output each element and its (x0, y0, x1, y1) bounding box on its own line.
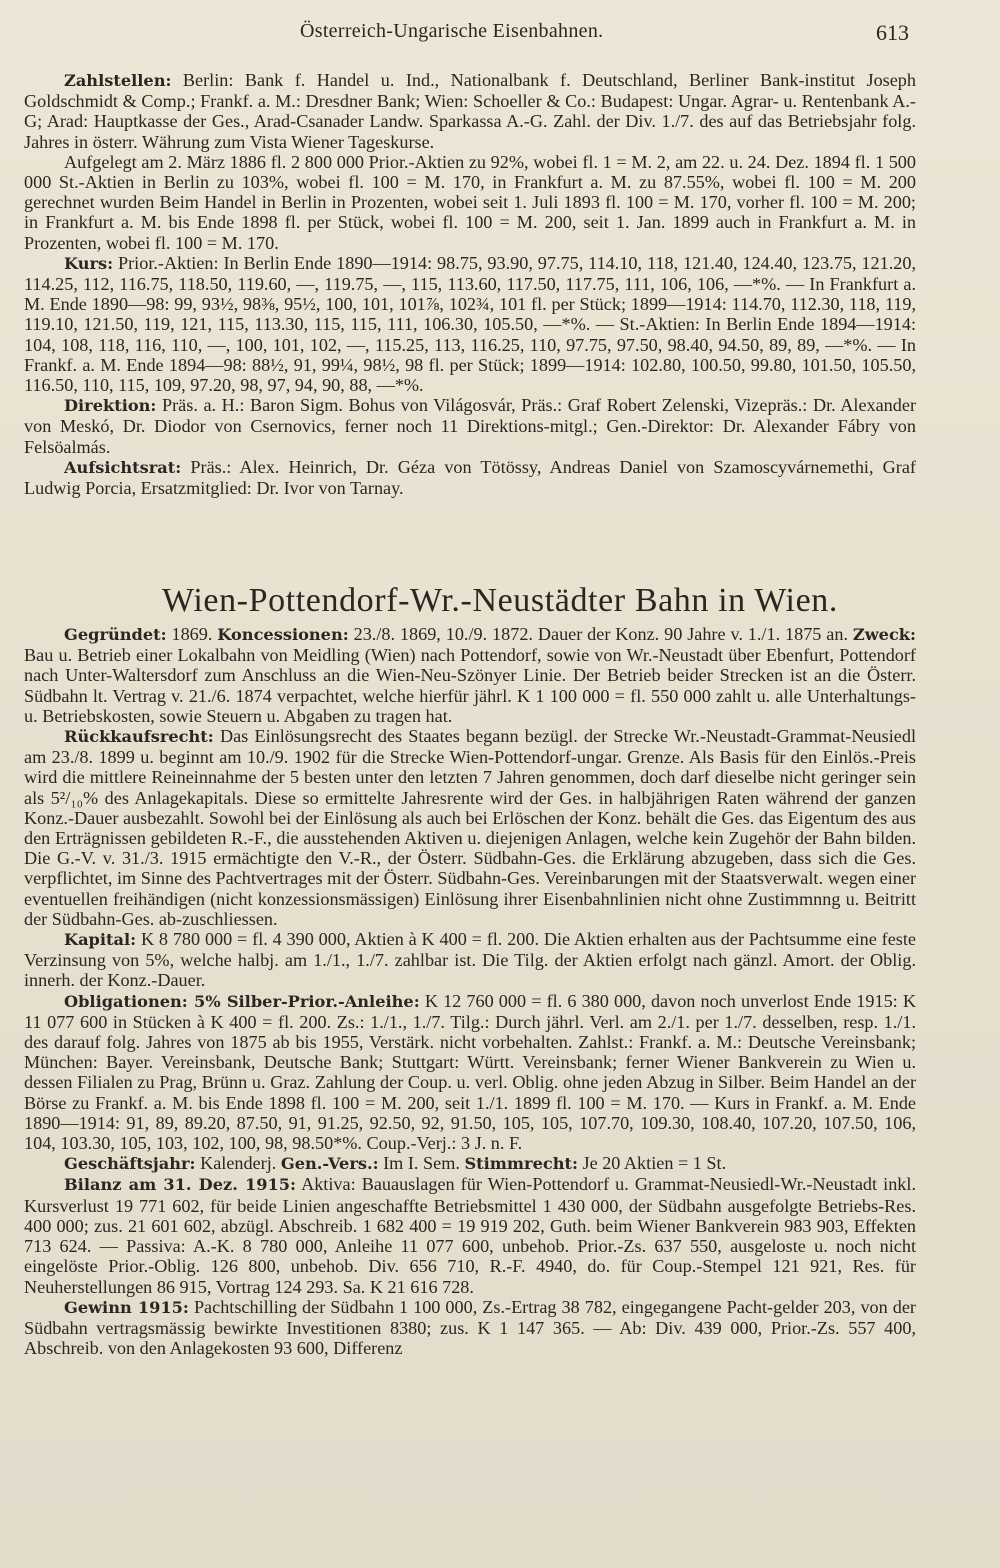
label-aufsichtsrat: Aufsichtsrat: (64, 457, 182, 477)
entry-body (24, 624, 916, 1358)
text-bilanz: Aktiva: Bauauslagen für Wien-Pottendorf u. Grammat-Neusiedl-Wr.-Neustadt inkl. Kursverlust 19 771 602, für beide Linien angeschaffte Betriebsmittel 1 430 000, der Südbahn ausgefolgte Betriebs-Res. 400 000; zus. 21 601 602, abzügl. Abschreib. 1 682 400 = 19 919 202, Guth. beim Wiener Bankverein 983 903, Effekten 713 624. — Passiva: A.-K. 8 780 000, Anleihe 11 077 600, unbehob. Prior.-Zs. 637 550, ausgeloste u. noch nicht eingelöste Prior.-Oblig. 126 800, unbehob. Div. 656 710, R.-F. 4940, do. für Coup.-Stempel 121 921, Res. für Neuherstellungen 86 915, Vortrag 124 293. Sa. K 21 616 728. (24, 1174, 916, 1297)
label-stimmrecht: Stimmrecht: (464, 1154, 578, 1174)
paragraph-direktion (24, 395, 916, 457)
label-gen-vers: Gen.-Vers.: (280, 1154, 379, 1174)
paragraph-gegruendet (24, 624, 916, 726)
text-aufsichtsrat: Präs.: Alex. Heinrich, Dr. Géza von Tötössy, Andreas Daniel von Szamoscyvárnemethi, Graf Ludwig Porcia, Ersatzmitglied: Dr. Ivor von Tarnay. (24, 456, 916, 499)
text-kurs: Prior.-Aktien: In Berlin Ende 1890—1914: 98.75, 93.90, 97.75, 114.10, 118, 121.40, 124.40, 123.75, 121.20, 114.25, 112, 116.75, 118.50, 119.60, —, 119.75, —, 115, 113.60, 117.50, 117.75, 111, 106, 106, —*%. — In Frankfurt a. M. Ende 1890—98: 99, 93½, 98⅜, 95½, 100, 101, 101⅞, 102¾, 101 fl. per Stück; 1899—1914: 114.70, 112.30, 118, 119, 119.10, 121.50, 119, 121, 115, 113.30, 115, 115, 111, 106.30, 105.50, —*%. — St.-Aktien: In Berlin Ende 1894—1914: 104, 108, 118, 116, 110, —, 100, 101, 102, —, 115.25, 113, 116.25, 110, 97.75, 97.50, 98.40, 94.50, 89, 89, —*%. — In Frankf. a. M. Ende 1894—98: 88½, 91, 99¼, 98½, 98 fl. per Stück; 1899—1914: 102.80, 100.50, 99.80, 101.50, 105.50, 116.50, 110, 115, 109, 97.20, 98, 97, 94, 90, 88, —*%. (24, 252, 916, 396)
paragraph-geschaeftsjahr (24, 1153, 916, 1174)
text-rueckkaufsrecht: Das Einlösungsrecht des Staates begann bezügl. der Strecke Wr.-Neustadt-Grammat-Neusiedl am 23./8. 1899 u. beginnt am 10./9. 1902 für die Strecke Wien-Pottendorf-ungar. Grenze. Als Basis für den Einlös.-Preis wird die mittlere Reineinnahme der 5 besten unter den letzten 7 Jahren genommen, doch darf dieselbe nicht geringer sein als 5²/₁₀% des Anlagekapitals. Diese so ermittelte Jahresrente wird der Ges. in halbjährigen Raten während der ganzen Konz.-Dauer ausbezahlt. Sowohl bei der Einlösung als auch bei Erlöschen der Konz. behält die Ges. das Eigentum des aus den Erträgnissen gebildeten R.-F., die ausstehenden Aktiven u. diejenigen Anlagen, welche kein Zugehör der Bahn bilden. Die G.-V. v. 31./3. 1915 ermächtigte den V.-R., der Österr. Südbahn-Ges. die Erklärung abzugeben, dass sich die Ges. verpflichtet, im Sinne des Pachtvertrages mit der Österr. Südbahn-Ges. Vereinbarungen mit der Staatsverwalt. wegen einer eventuellen freihändigen (nicht konzessionsmässigen) Einlösung ihrer Eisenbahnlinien nicht ohne Zustimmnng u. Beitritt der Südbahn-Ges. ab-zuschliessen. (24, 726, 916, 929)
running-head-title: Österreich-Ungarische Eisenbahnen. (300, 20, 604, 42)
paragraph-rueckkaufsrecht (24, 726, 916, 929)
label-obligationen: Obligationen: 5% Silber-Prior.-Anleihe: (64, 991, 420, 1011)
text-gen-vers: Im I. Sem. (378, 1153, 465, 1174)
text-koncessionen: 23./8. 1869, 10./9. 1872. Dauer der Konz. 90 Jahre v. 1./1. 1875 an. (348, 624, 853, 644)
paragraph-obligationen (24, 991, 916, 1154)
label-rueckkaufsrecht: Rückkaufsrecht: (64, 727, 214, 747)
paragraph-gewinn (24, 1297, 916, 1359)
running-head (0, 20, 1000, 48)
text-zweck: Bau u. Betrieb einer Lokalbahn von Meidling (Wien) nach Pottendorf, sowie von Wr.-Neustadt über Ebenfurt, Pottendorf nach Unter-Waltersdorf zum Anschluss an die Wien-Neu-Szönyer Linie. Der Betrieb beider Strecken ist an die Österr. Südbahn lt. Vertrag v. 21./6. 1874 verpachtet, welche hierfür jährl. K 1 100 000 = fl. 550 000 zahlt u. alle Unterhaltungs- u. Betriebskosten, sowie Steuern u. Abgaben zu tragen hat. (24, 645, 916, 726)
paragraph-bilanz (24, 1174, 916, 1296)
paragraph-kapital (24, 929, 916, 991)
text-aufgelegt: Aufgelegt am 2. März 1886 fl. 2 800 000 Prior.-Aktien zu 92%, wobei fl. 1 = M. 2, am 22. u. 24. Dez. 1894 fl. 1 500 000 St.-Aktien in Berlin zu 103%, wobei fl. 100 = M. 170, in Frankfurt a. M. zu 87.55%, wobei fl. 100 = M. 200 gerechnet wurden Beim Handel in Berlin in Prozenten, wobei seit 1. Juli 1893 fl. 100 = M. 170, vorher fl. 100 = M. 200; in Frankfurt a. M. bis Ende 1898 fl. per Stück, wobei fl. 100 = M. 200, seit 1. Jan. 1899 auch in Frankfurt a. M. in Prozenten, wobei fl. 100 = M. 170. (24, 151, 916, 253)
section-title: Wien-Pottendorf-Wr.-Neustädter Bahn in Wien. (162, 582, 838, 619)
label-direktion: Direktion: (64, 396, 157, 416)
text-kapital: K 8 780 000 = fl. 4 390 000, Aktien à K 400 = fl. 200. Die Aktien erhalten aus der Pachtsumme eine feste Verzinsung von 5%, welche halbj. am 1./1., 1./7. zahlbar ist. Die Tilg. der Aktien erfolgt nach gänzl. Amort. der Oblig. innerh. der Konz.-Dauer. (24, 929, 916, 991)
text-geschaeftsjahr: Kalenderj. (195, 1153, 281, 1174)
text-obligationen: K 12 760 000 = fl. 6 380 000, davon noch unverlost Ende 1915: K 11 077 600 in Stücken à K 400 = fl. 200. Zs.: 1./1., 1./7. Tilg.: Durch jährl. Verl. am 2./1. per 1./7. desselben, resp. 1./1. des darauf folg. Jahres von 1875 ab bis 1955, Verstärk. nicht vorbehalten. Zahlst.: Frankf. a. M.: Deutsche Vereinsbank; München: Bayer. Vereinsbank, Deutsche Bank; Stuttgart: Württ. Vereinsbank; ferner Wiener Bankverein zu Wien u. dessen Filialen zu Prag, Brünn u. Graz. Zahlung der Coup. u. verl. Oblig. ohne jeden Abzug in Silber. Beim Handel an der Börse zu Frankf. a. M. bis Ende 1898 fl. 100 = M. 200, seit 1./1. 1899 fl. 100 = M. 170. — Kurs in Frankf. a. M. Ende 1890—1914: 91, 89, 89.20, 87.50, 91, 91.25, 92.50, 92, 91.50, 105, 105, 107.70, 109.30, 108.40, 107.20, 107.50, 106, 104, 103.30, 105, 103, 102, 100, 98, 98.50*%. Coup.-Verj.: 3 J. n. F. (24, 990, 916, 1154)
label-zahlstellen: Zahlstellen: (64, 71, 172, 90)
label-geschaeftsjahr: Geschäftsjahr: (64, 1154, 196, 1174)
paragraph-zahlstellen (24, 70, 916, 152)
page-number: 613 (876, 20, 909, 45)
label-gewinn: Gewinn 1915: (64, 1297, 189, 1317)
paragraph-aufgelegt (24, 152, 916, 253)
label-koncessionen: Koncessionen: (217, 625, 349, 644)
label-gegruendet: Gegründet: (64, 625, 167, 644)
label-bilanz: Bilanz am 31. Dez. 1915: (64, 1175, 297, 1195)
text-gewinn: Pachtschilling der Südbahn 1 100 000, Zs.-Ertrag 38 782, eingegangene Pacht-gelder 203, von der Südbahn vertragsmässig bewirkte Investitionen 8380; zus. K 1 147 365. — Ab: Div. 439 000, Prior.-Zs. 557 400, Abschreib. von den Anlagekosten 93 600, Differenz (24, 1296, 916, 1359)
text-gegruendet: 1869. (166, 624, 218, 644)
label-zweck: Zweck: (852, 625, 916, 644)
text-zahlstellen: Berlin: Bank f. Handel u. Ind., Nationalbank f. Deutschland, Berliner Bank-institut Joseph Goldschmidt & Comp.; Frankf. a. M.: Dresdner Bank; Wien: Schoeller & Co.: Budapest: Ungar. Agrar- u. Rentenbank A.-G; Arad: Hauptkasse der Ges., Arad-Csanader Landw. Sparkassa A.-G. Zahl. der Div. 1./7. des auf das Betriebsjahr folg. Jahres in österr. Währung zum Vista Wiener Tageskurse. (24, 70, 916, 152)
label-kapital: Kapital: (64, 930, 137, 950)
text-stimmrecht: Je 20 Aktien = 1 St. (577, 1153, 727, 1174)
previous-entry-continuation (24, 70, 916, 498)
paragraph-kurs (24, 253, 916, 395)
label-kurs: Kurs: (64, 253, 114, 273)
paragraph-aufsichtsrat (24, 457, 916, 498)
text-direktion: Präs. a. H.: Baron Sigm. Bohus von Világosvár, Präs.: Graf Robert Zelenski, Vizepräs.: Dr. Alexander von Meskó, Dr. Diodor von Csernovics, ferner noch 11 Direktions-mitgl.; Gen.-Direktor: Dr. Alexander Fábry von Felsöalmás. (24, 395, 916, 457)
